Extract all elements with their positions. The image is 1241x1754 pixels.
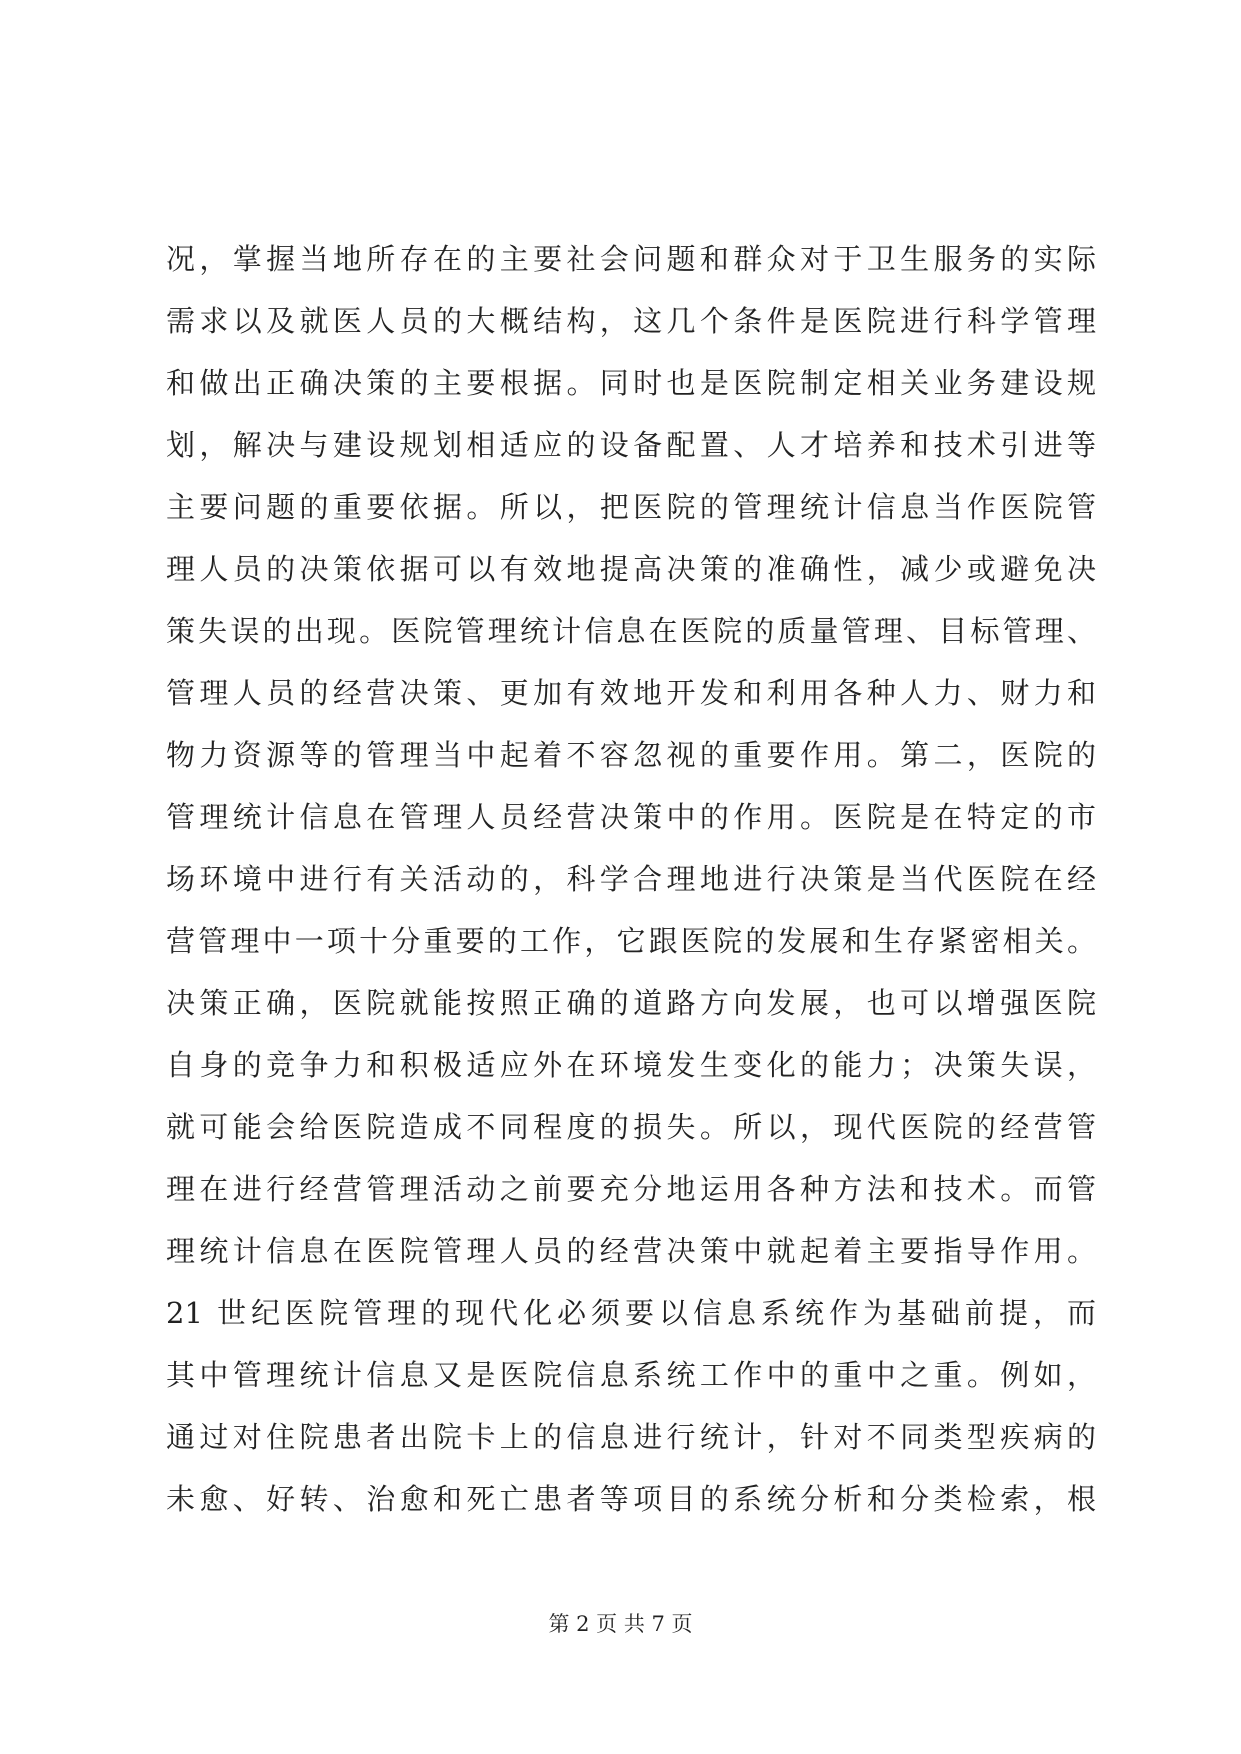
- text-line: 策失误的出现。医院管理统计信息在医院的质量管理、目标管理、: [166, 614, 1096, 648]
- page-number-footer: 第 2 页 共 7 页: [548, 1612, 693, 1636]
- text-line: 通过对住院患者出院卡上的信息进行统计，针对不同类型疾病的: [166, 1420, 1096, 1454]
- text-line: 自身的竞争力和积极适应外在环境发生变化的能力；决策失误，: [166, 1048, 1096, 1082]
- text-line: 决策正确，医院就能按照正确的道路方向发展，也可以增强医院: [166, 986, 1096, 1020]
- text-line: 21 世纪医院管理的现代化必须要以信息系统作为基础前提，而: [166, 1296, 1096, 1330]
- text-line: 管理人员的经营决策、更加有效地开发和利用各种人力、财力和: [166, 676, 1096, 710]
- text-line: 况，掌握当地所存在的主要社会问题和群众对于卫生服务的实际: [166, 242, 1096, 276]
- text-line: 理人员的决策依据可以有效地提高决策的准确性，减少或避免决: [166, 552, 1096, 586]
- text-line: 就可能会给医院造成不同程度的损失。所以，现代医院的经营管: [166, 1110, 1096, 1144]
- text-line: 管理统计信息在管理人员经营决策中的作用。医院是在特定的市: [166, 800, 1096, 834]
- text-line: 物力资源等的管理当中起着不容忽视的重要作用。第二，医院的: [166, 738, 1096, 772]
- text-line: 营管理中一项十分重要的工作，它跟医院的发展和生存紧密相关。: [166, 924, 1096, 958]
- text-line: 其中管理统计信息又是医院信息系统工作中的重中之重。例如，: [166, 1358, 1096, 1392]
- body-text: [166, 228, 1096, 1530]
- text-line: 未愈、好转、治愈和死亡患者等项目的系统分析和分类检索，根: [166, 1482, 1096, 1516]
- text-line: 需求以及就医人员的大概结构，这几个条件是医院进行科学管理: [166, 304, 1096, 338]
- text-line: 主要问题的重要依据。所以，把医院的管理统计信息当作医院管: [166, 490, 1096, 524]
- text-line: 理在进行经营管理活动之前要充分地运用各种方法和技术。而管: [166, 1172, 1096, 1206]
- text-line: 划，解决与建设规划相适应的设备配置、人才培养和技术引进等: [166, 428, 1096, 462]
- text-line: 场环境中进行有关活动的，科学合理地进行决策是当代医院在经: [166, 862, 1096, 896]
- text-line: 和做出正确决策的主要根据。同时也是医院制定相关业务建设规: [166, 366, 1096, 400]
- text-line: 理统计信息在医院管理人员的经营决策中就起着主要指导作用。: [166, 1234, 1096, 1268]
